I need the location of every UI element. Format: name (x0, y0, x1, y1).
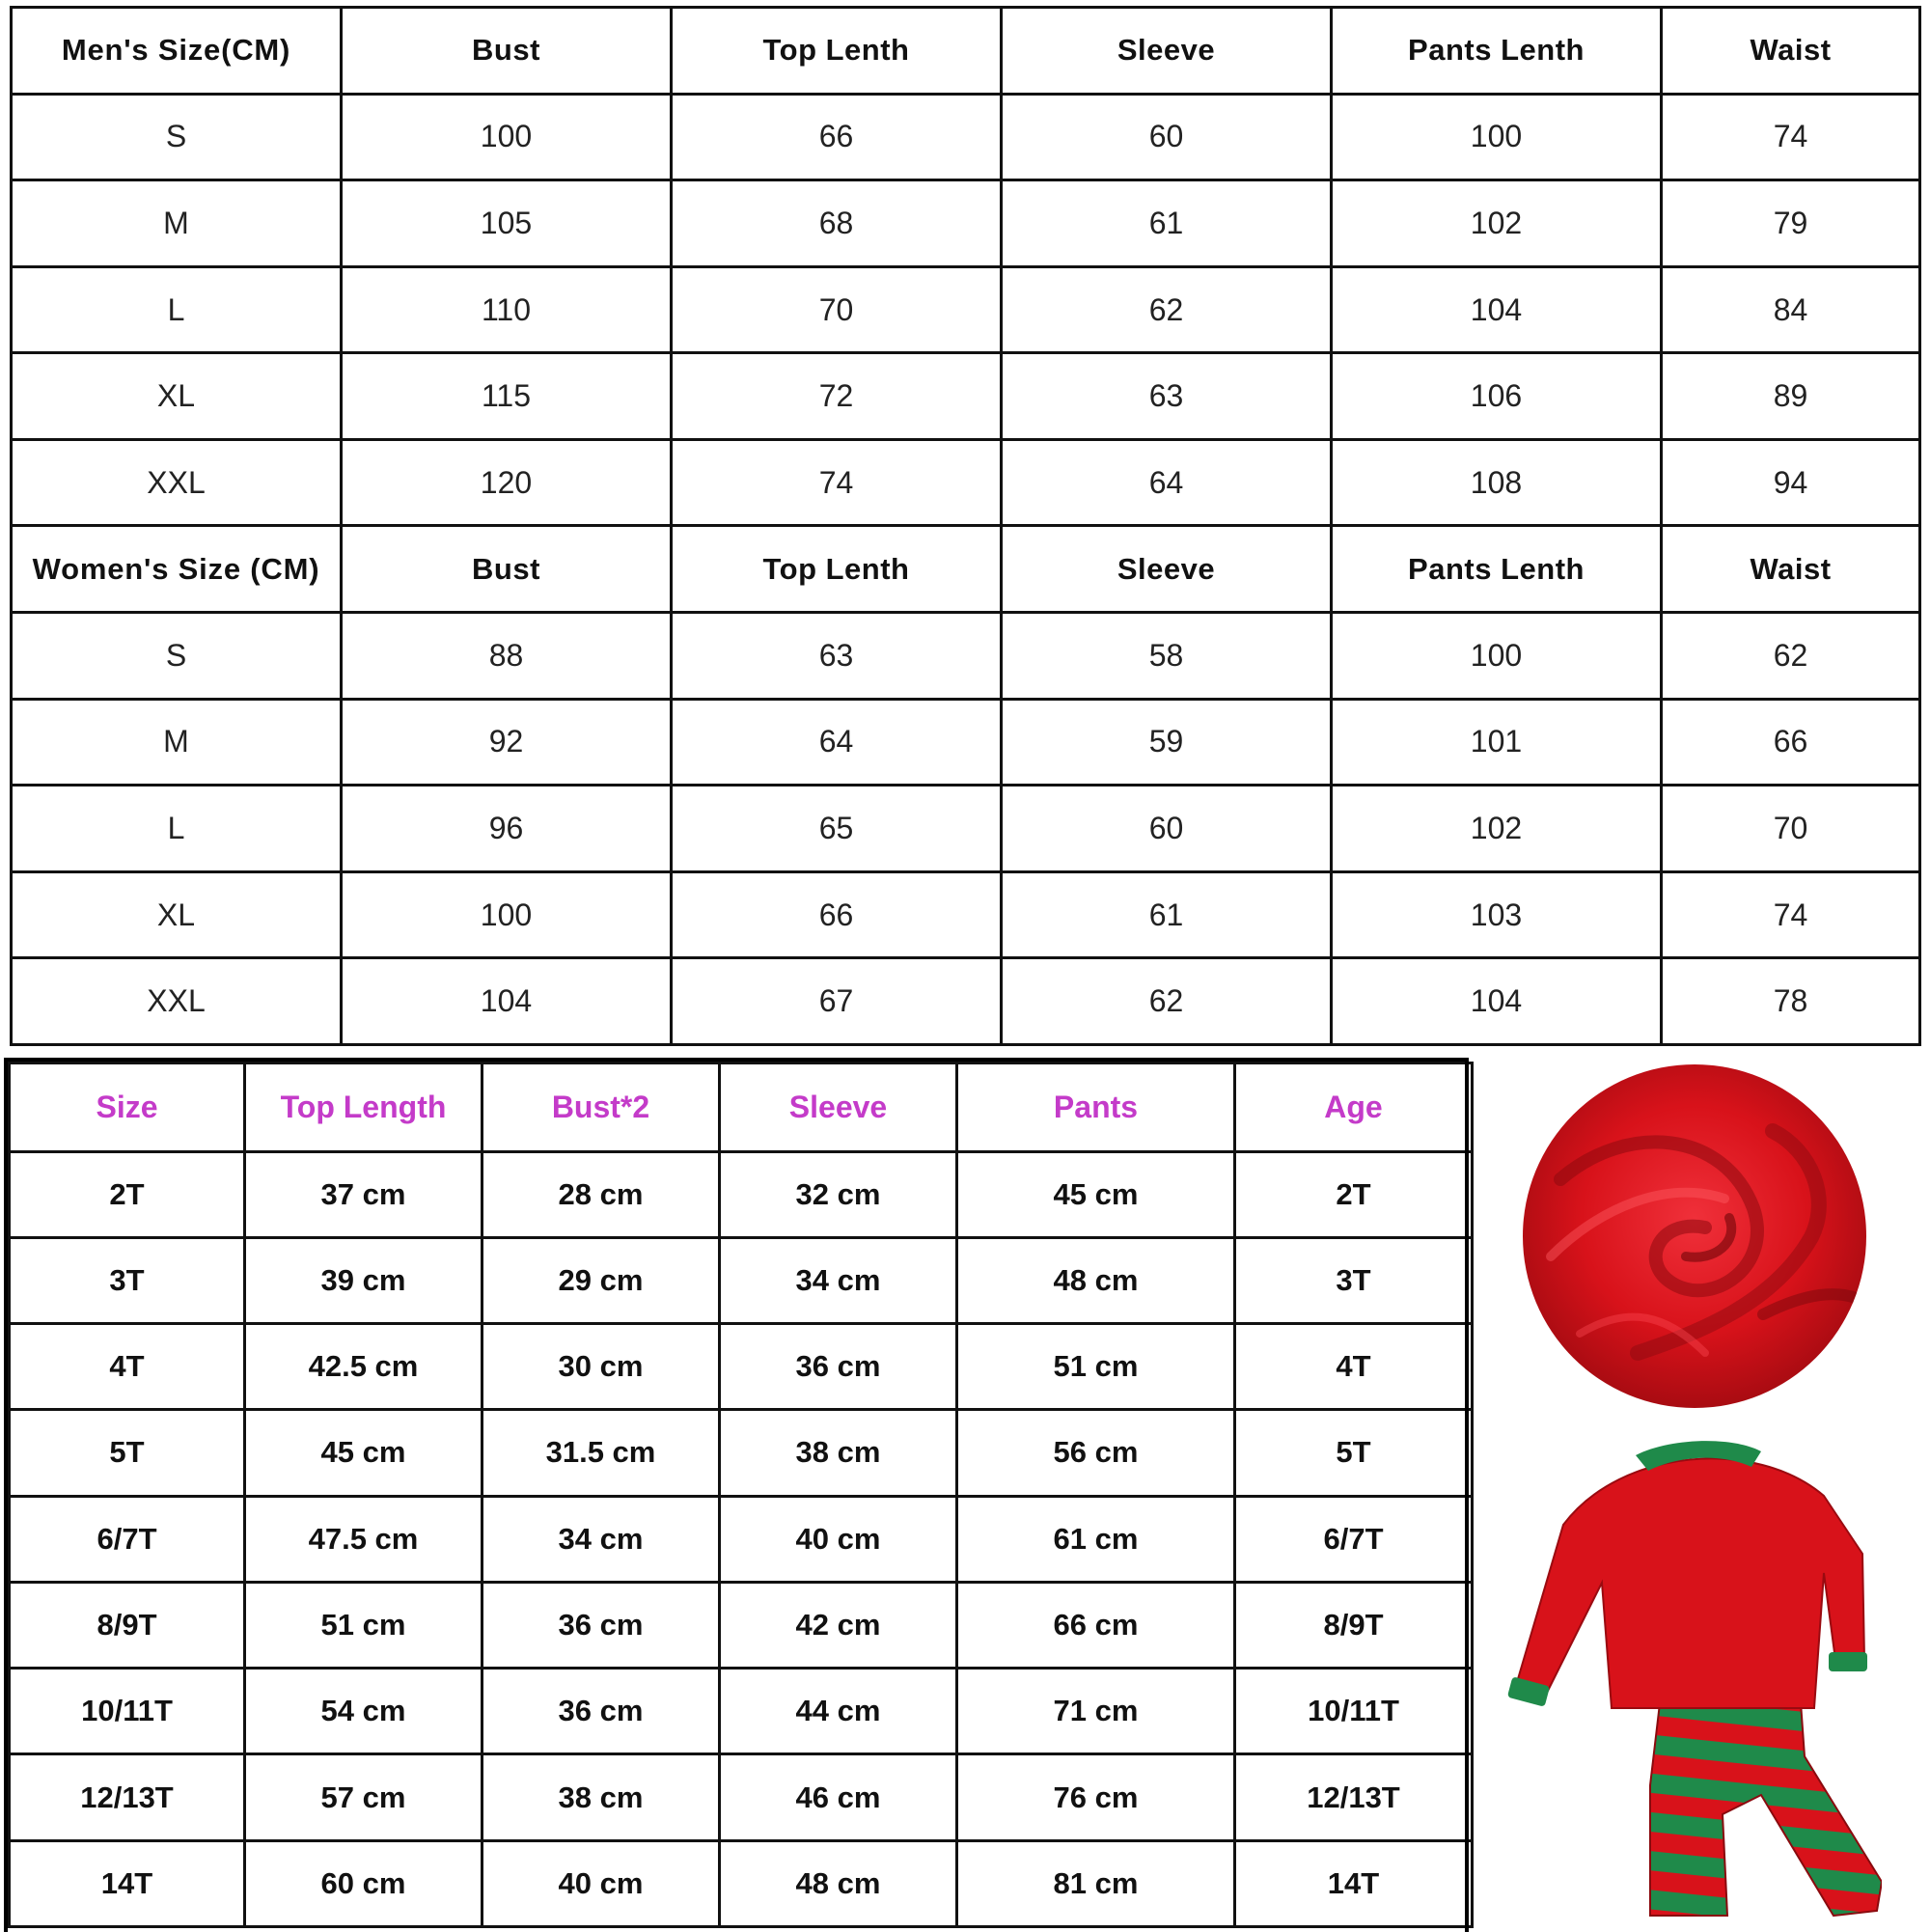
table-cell: 51 cm (245, 1582, 482, 1668)
kids-size-table (8, 1062, 1474, 1928)
column-header: Waist (1662, 8, 1920, 95)
table-cell: 4T (1235, 1324, 1473, 1410)
table-row (10, 1840, 1473, 1926)
table-cell: 104 (342, 958, 672, 1045)
table-cell: 81 cm (957, 1840, 1235, 1926)
table-cell: 63 (672, 613, 1002, 700)
table-row (12, 353, 1920, 440)
kids-header-row (10, 1063, 1473, 1152)
table-cell: 92 (342, 699, 672, 786)
table-cell: 62 (1662, 613, 1920, 700)
table-cell: 70 (1662, 786, 1920, 872)
table-cell: 5T (1235, 1410, 1473, 1496)
table-cell: 60 (1002, 786, 1332, 872)
table-cell: 76 cm (957, 1754, 1235, 1840)
table-cell: 105 (342, 180, 672, 267)
men-header-row (12, 8, 1920, 95)
table-row (12, 266, 1920, 353)
column-header: Pants (957, 1063, 1235, 1152)
table-cell: 72 (672, 353, 1002, 440)
table-row (12, 180, 1920, 267)
table-cell: 65 (672, 786, 1002, 872)
table-cell: 106 (1332, 353, 1662, 440)
table-row (10, 1151, 1473, 1237)
table-cell: 39 cm (245, 1237, 482, 1323)
table-row (10, 1496, 1473, 1582)
column-header: Top Length (245, 1063, 482, 1152)
table-cell: 120 (342, 439, 672, 526)
table-cell: 62 (1002, 266, 1332, 353)
adult-size-table (10, 6, 1921, 1046)
table-cell: 100 (1332, 613, 1662, 700)
table-cell: 48 cm (720, 1840, 957, 1926)
table-cell: 57 cm (245, 1754, 482, 1840)
table-cell: 34 cm (482, 1496, 720, 1582)
table-cell: 40 cm (482, 1840, 720, 1926)
table-cell: 84 (1662, 266, 1920, 353)
table-cell: 42 cm (720, 1582, 957, 1668)
table-cell: 56 cm (957, 1410, 1235, 1496)
table-cell: XL (12, 353, 342, 440)
table-cell: 31.5 cm (482, 1410, 720, 1496)
table-cell: 36 cm (720, 1324, 957, 1410)
table-cell: 61 (1002, 871, 1332, 958)
table-cell: L (12, 266, 342, 353)
pajama-top (1507, 1441, 1867, 1708)
table-cell: 64 (672, 699, 1002, 786)
table-cell: M (12, 180, 342, 267)
table-cell: 102 (1332, 786, 1662, 872)
table-cell: 103 (1332, 871, 1662, 958)
table-row (10, 1669, 1473, 1754)
table-cell: 48 cm (957, 1237, 1235, 1323)
table-cell: 108 (1332, 439, 1662, 526)
table-row (12, 613, 1920, 700)
table-cell: 74 (1662, 94, 1920, 180)
table-cell: 42.5 cm (245, 1324, 482, 1410)
table-cell: 36 cm (482, 1582, 720, 1668)
table-cell: 66 (672, 94, 1002, 180)
column-header: Women's Size (CM) (12, 526, 342, 613)
table-cell: 78 (1662, 958, 1920, 1045)
table-cell: 47.5 cm (245, 1496, 482, 1582)
table-cell: 63 (1002, 353, 1332, 440)
column-header: Top Lenth (672, 526, 1002, 613)
pajama-set-image (1505, 1428, 1882, 1930)
table-row (12, 94, 1920, 180)
table-row (12, 786, 1920, 872)
column-header: Bust (342, 8, 672, 95)
table-cell: 34 cm (720, 1237, 957, 1323)
column-header: Top Lenth (672, 8, 1002, 95)
table-cell: 6/7T (1235, 1496, 1473, 1582)
table-cell: 5T (10, 1410, 245, 1496)
table-cell: 62 (1002, 958, 1332, 1045)
table-cell: 30 cm (482, 1324, 720, 1410)
table-cell: 71 cm (957, 1669, 1235, 1754)
table-cell: 2T (10, 1151, 245, 1237)
table-cell: 61 cm (957, 1496, 1235, 1582)
table-cell: XXL (12, 958, 342, 1045)
table-cell: 104 (1332, 266, 1662, 353)
table-cell: 101 (1332, 699, 1662, 786)
table-cell: 67 (672, 958, 1002, 1045)
table-cell: 68 (672, 180, 1002, 267)
table-cell: L (12, 786, 342, 872)
table-row (12, 439, 1920, 526)
table-cell: 12/13T (1235, 1754, 1473, 1840)
table-cell: 38 cm (482, 1754, 720, 1840)
table-cell: 38 cm (720, 1410, 957, 1496)
column-header: Bust*2 (482, 1063, 720, 1152)
column-header: Age (1235, 1063, 1473, 1152)
table-cell: 60 (1002, 94, 1332, 180)
table-cell: 3T (10, 1237, 245, 1323)
column-header: Pants Lenth (1332, 8, 1662, 95)
table-row (10, 1237, 1473, 1323)
table-cell: XXL (12, 439, 342, 526)
fabric-swatch-image (1522, 1063, 1867, 1409)
table-cell: 66 cm (957, 1582, 1235, 1668)
column-header: Sleeve (1002, 526, 1332, 613)
table-row (10, 1410, 1473, 1496)
table-cell: 37 cm (245, 1151, 482, 1237)
table-cell: 46 cm (720, 1754, 957, 1840)
table-cell: 66 (1662, 699, 1920, 786)
table-cell: 79 (1662, 180, 1920, 267)
table-cell: 54 cm (245, 1669, 482, 1754)
table-row (12, 871, 1920, 958)
table-cell: 60 cm (245, 1840, 482, 1926)
table-cell: M (12, 699, 342, 786)
table-cell: 110 (342, 266, 672, 353)
column-header: Men's Size(CM) (12, 8, 342, 95)
table-cell: 100 (1332, 94, 1662, 180)
table-cell: 45 cm (957, 1151, 1235, 1237)
table-cell: 40 cm (720, 1496, 957, 1582)
table-cell: 74 (1662, 871, 1920, 958)
table-cell: 89 (1662, 353, 1920, 440)
table-cell: 45 cm (245, 1410, 482, 1496)
table-cell: 64 (1002, 439, 1332, 526)
column-header: Bust (342, 526, 672, 613)
table-row (10, 1754, 1473, 1840)
column-header: Size (10, 1063, 245, 1152)
table-cell: 3T (1235, 1237, 1473, 1323)
table-cell: 28 cm (482, 1151, 720, 1237)
table-cell: 100 (342, 871, 672, 958)
table-cell: 66 (672, 871, 1002, 958)
column-header: Sleeve (720, 1063, 957, 1152)
table-cell: 4T (10, 1324, 245, 1410)
table-cell: 51 cm (957, 1324, 1235, 1410)
column-header: Sleeve (1002, 8, 1332, 95)
table-cell: 29 cm (482, 1237, 720, 1323)
table-row (12, 958, 1920, 1045)
table-row (10, 1324, 1473, 1410)
table-cell: 32 cm (720, 1151, 957, 1237)
table-cell: 102 (1332, 180, 1662, 267)
column-header: Waist (1662, 526, 1920, 613)
table-cell: 59 (1002, 699, 1332, 786)
table-row (10, 1582, 1473, 1668)
table-cell: 74 (672, 439, 1002, 526)
table-cell: 58 (1002, 613, 1332, 700)
table-cell: S (12, 613, 342, 700)
table-cell: 44 cm (720, 1669, 957, 1754)
table-cell: 10/11T (10, 1669, 245, 1754)
table-cell: 6/7T (10, 1496, 245, 1582)
table-cell: 14T (1235, 1840, 1473, 1926)
column-header: Pants Lenth (1332, 526, 1662, 613)
table-cell: 100 (342, 94, 672, 180)
table-cell: 88 (342, 613, 672, 700)
table-cell: 8/9T (1235, 1582, 1473, 1668)
table-cell: 12/13T (10, 1754, 245, 1840)
table-cell: 14T (10, 1840, 245, 1926)
table-cell: 61 (1002, 180, 1332, 267)
table-cell: S (12, 94, 342, 180)
table-cell: 10/11T (1235, 1669, 1473, 1754)
table-cell: 94 (1662, 439, 1920, 526)
table-cell: 36 cm (482, 1669, 720, 1754)
table-cell: XL (12, 871, 342, 958)
table-cell: 115 (342, 353, 672, 440)
table-cell: 96 (342, 786, 672, 872)
table-cell: 2T (1235, 1151, 1473, 1237)
women-header-row (12, 526, 1920, 613)
table-row (12, 699, 1920, 786)
table-cell: 104 (1332, 958, 1662, 1045)
table-cell: 70 (672, 266, 1002, 353)
table-cell: 8/9T (10, 1582, 245, 1668)
